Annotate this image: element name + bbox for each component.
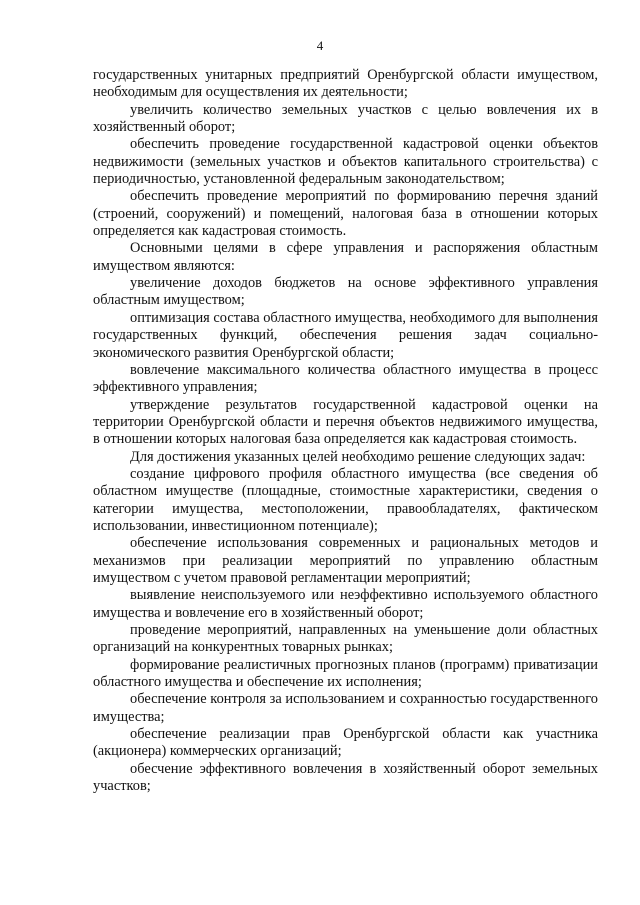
paragraph: увеличить количество земельных участков с целью вовлечения их в хозяйственный оборот; bbox=[93, 101, 598, 136]
paragraph: оптимизация состава областного имущества, необходимого для выполнения государственных функций, обеспечения решения задач социально-экономического развития Оренбургской области; bbox=[93, 309, 598, 361]
paragraph: обеспечить проведение мероприятий по формированию перечня зданий (строений, сооружений) и помещений, налоговая база в отношении которых определяется как кадастровая стоимость. bbox=[93, 188, 598, 240]
paragraph: обеспечение контроля за использованием и сохранностью государственного имущества; bbox=[93, 691, 598, 725]
paragraph: обеспечение использования современных и рациональных методов и механизмов при реализации мероприятий по управлению областным имуществом с учетом правовой регламентации мероприятий; bbox=[93, 535, 598, 586]
paragraph: обеспечить проведение государственной кадастровой оценки объектов недвижимости (земельных участков и объектов капитального строительства) с периодичностью, установленной федеральным законодательством; bbox=[93, 136, 598, 188]
paragraph: Для достижения указанных целей необходимо решение следующих задач: bbox=[130, 448, 586, 465]
paragraph: Основными целями в сфере управления и распоряжения областным имуществом являются: bbox=[93, 240, 598, 274]
paragraph: выявление неиспользуемого или неэффективно используемого областного имущества и вовлечение его в хозяйственный оборот; bbox=[93, 587, 598, 621]
paragraph: увеличение доходов бюджетов на основе эффективного управления областным имуществом; bbox=[93, 275, 598, 309]
paragraph: государственных унитарных предприятий Оренбургской области имуществом, необходимым для осуществления их деятельности; bbox=[93, 67, 598, 101]
paragraph: утверждение результатов государственной кадастровой оценки на территории Оренбургской области и перечня объектов недвижимого имущества, в отношении которых налоговая база определяется как кадастровая стоимость. bbox=[93, 396, 598, 448]
body-text bbox=[93, 67, 598, 795]
paragraph: проведение мероприятий, направленных на уменьшение доли областных организаций на конкурентных товарных рынках; bbox=[93, 622, 598, 656]
paragraph: создание цифрового профиля областного имущества (все сведения об областном имуществе (площадные, стоимостные характеристики, сведения о категории имущества, местоположении, правообладателях, фактическом использовании, инвестиционном потенциале); bbox=[93, 465, 598, 534]
page-number: 4 bbox=[316, 38, 324, 53]
paragraph: вовлечение максимального количества областного имущества в процесс эффективного управления; bbox=[93, 361, 598, 396]
paragraph: формирование реалистичных прогнозных планов (программ) приватизации областного имущества и обеспечение их исполнения; bbox=[93, 656, 598, 691]
paragraph: обеспечение реализации прав Оренбургской области как участника (акционера) коммерческих организаций; bbox=[93, 726, 598, 760]
paragraph: обесчение эффективного вовлечения в хозяйственный оборот земельных участков; bbox=[93, 760, 598, 795]
